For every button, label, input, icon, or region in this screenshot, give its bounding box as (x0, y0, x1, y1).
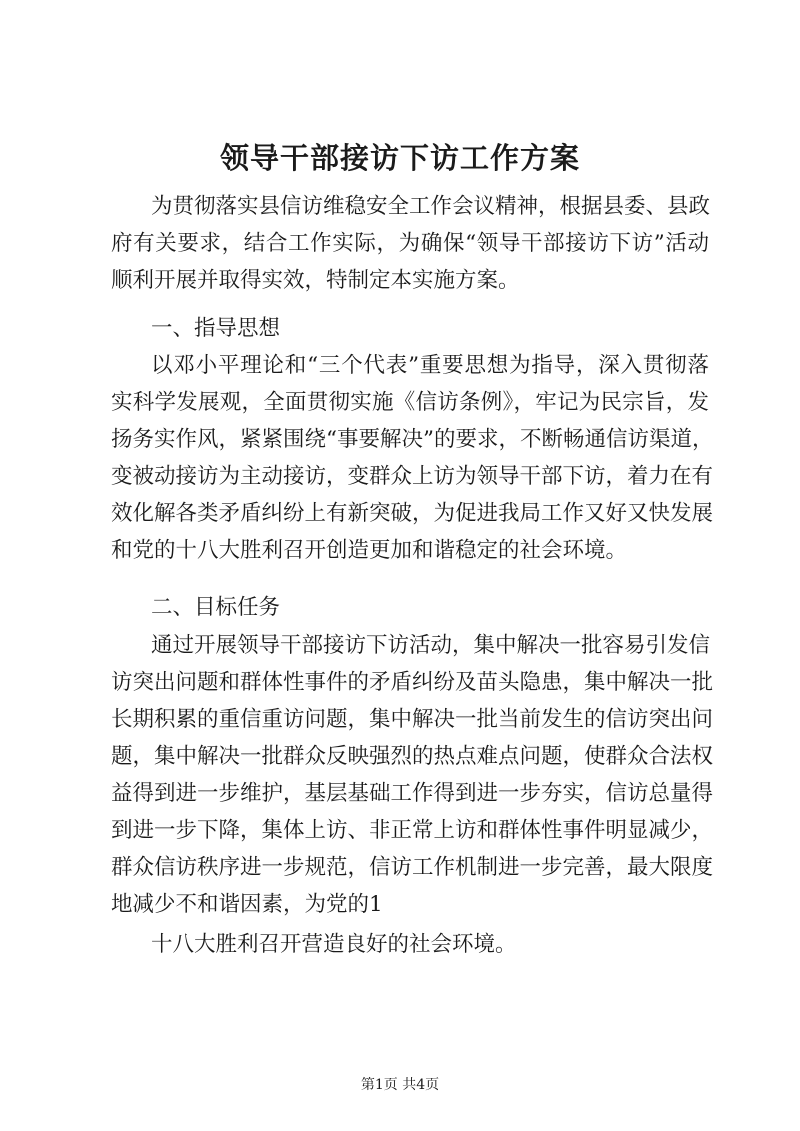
paragraph-line: 顺利开展并取得实效，特制定本实施方案。 (111, 268, 520, 293)
intro-paragraph (111, 188, 709, 299)
paragraph-line: 效化解各类矛盾纠纷上有新突破，为促进我局工作又好又快发展 (111, 501, 714, 526)
paragraph-line: 访突出问题和群体性事件的矛盾纠纷及苗头隐患，集中解决一批 (111, 670, 714, 695)
paragraph-line: 群众信访秩序进一步规范，信访工作机制进一步完善，最大限度 (111, 855, 714, 880)
paragraph-line: 和党的十八大胜利召开创造更加和谐稳定的社会环境。 (111, 538, 628, 563)
guiding-paragraph (111, 347, 714, 569)
paragraph-line: 益得到进一步维护，基层基础工作得到进一步夯实，信访总量得 (111, 781, 714, 806)
paragraph-line: 扬务实作风，紧紧围绕“事要解决”的要求，不断畅通信访渠道， (111, 427, 714, 452)
paragraph-line: 变被动接访为主动接访，变群众上访为领导干部下访，着力在有 (111, 464, 714, 489)
paragraph-line: 长期积累的重信重访问题，集中解决一批当前发生的信访突出问 (111, 707, 714, 732)
paragraph-line: 十八大胜利召开营造良好的社会环境。 (151, 932, 517, 957)
section-heading-goals (111, 589, 709, 626)
paragraph-line: 实科学发展观，全面贯彻实施《信访条例》，牢记为民宗旨，发 (111, 390, 709, 415)
paragraph-line: 通过开展领导干部接访下访活动，集中解决一批容易引发信 (151, 633, 711, 658)
paragraph-line: 府有关要求，结合工作实际，为确保“领导干部接访下访”活动 (111, 231, 709, 256)
paragraph-line: 题，集中解决一批群众反映强烈的热点难点问题，使群众合法权 (111, 744, 714, 769)
paragraph-line: 地减少不和谐因素，为党的1 (111, 892, 383, 917)
section-heading: 二、目标任务 (151, 595, 281, 620)
paragraph-line: 以邓小平理论和“三个代表”重要思想为指导，深入贯彻落 (151, 353, 709, 378)
document-title: 领导干部接访下访工作方案 (219, 141, 580, 175)
goals-paragraph (111, 627, 714, 923)
continuation-paragraph (111, 926, 709, 963)
page-number-footer: 第1页 共4页 (360, 1077, 440, 1093)
paragraph-line: 为贯彻落实县信访维稳安全工作会议精神，根据县委、县政 (151, 194, 711, 219)
section-heading: 一、指导思想 (151, 316, 281, 341)
section-heading-guiding (111, 310, 709, 347)
paragraph-line: 到进一步下降，集体上访、非正常上访和群体性事件明显减少， (111, 818, 714, 843)
